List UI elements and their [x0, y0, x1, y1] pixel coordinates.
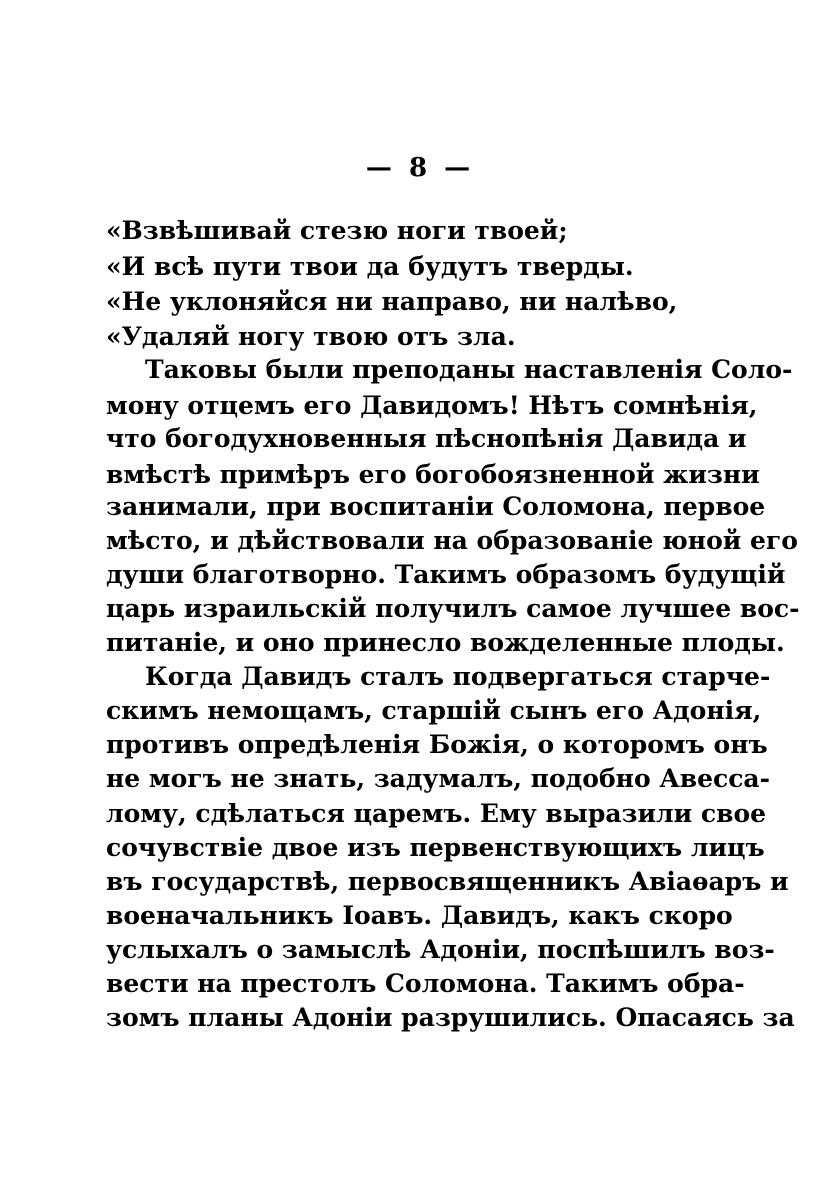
paragraph-line: въ государствѣ, первосвященникъ Авіаѳаръ и: [106, 867, 789, 896]
verse-line: «Удаляй ногу твою отъ зла.: [106, 322, 516, 351]
paragraph-line: мѣсто, и дѣйствовали на образованіе юной его: [106, 526, 798, 555]
verse-line: «Взвѣшивай стезю ноги твоей;: [106, 216, 568, 245]
paragraph-line: противъ опредѣленія Божія, о которомъ онъ: [106, 730, 768, 759]
verse-line: «И всѣ пути твои да будутъ тверды.: [106, 252, 634, 281]
paragraph-line: мону отцемъ его Давидомъ! Нѣтъ сомнѣнія,: [106, 391, 758, 420]
paragraph-line: питаніе, и оно принесло вожделенные плоды.: [106, 628, 785, 657]
paragraph-line: царь израильскій получилъ самое лучшее вос-: [106, 594, 800, 623]
paragraph-line: Когда Давидъ сталъ подвергаться старче-: [145, 662, 771, 691]
paragraph-line: вести на престолъ Соломона. Такимъ обра-: [106, 969, 745, 998]
paragraph-line: зомъ планы Адоніи разрушились. Опасаясь за: [106, 1003, 795, 1032]
paragraph-line: Таковы были преподаны наставленія Соло-: [145, 355, 793, 384]
paragraph-line: души благотворно. Такимъ образомъ будущій: [106, 560, 786, 589]
verse-line: «Не уклоняйся ни направо, ни налѣво,: [106, 287, 678, 316]
paragraph-line: сочувствіе двое изъ первенствующихъ лицъ: [106, 833, 765, 862]
page-number: — 8 —: [365, 153, 475, 183]
paragraph-line: не могъ не знать, задумалъ, подобно Авесса-: [106, 764, 770, 793]
paragraph-line: лому, сдѣлаться царемъ. Ему выразили свое: [106, 799, 767, 828]
paragraph-line: занимали, при воспитаніи Соломона, первое: [106, 492, 766, 521]
paragraph-line: скимъ немощамъ, старшій сынъ его Адонія,: [106, 696, 762, 725]
paragraph-line: услыхалъ о замыслѣ Адоніи, поспѣшилъ воз-: [106, 935, 775, 964]
paragraph-line: вмѣстѣ примѣръ его богобоязненной жизни: [106, 460, 760, 489]
paragraph-line: военачальникъ Іоавъ. Давидъ, какъ скоро: [106, 901, 733, 930]
paragraph-line: что богодухновенныя пѣснопѣнія Давида и: [106, 424, 747, 453]
